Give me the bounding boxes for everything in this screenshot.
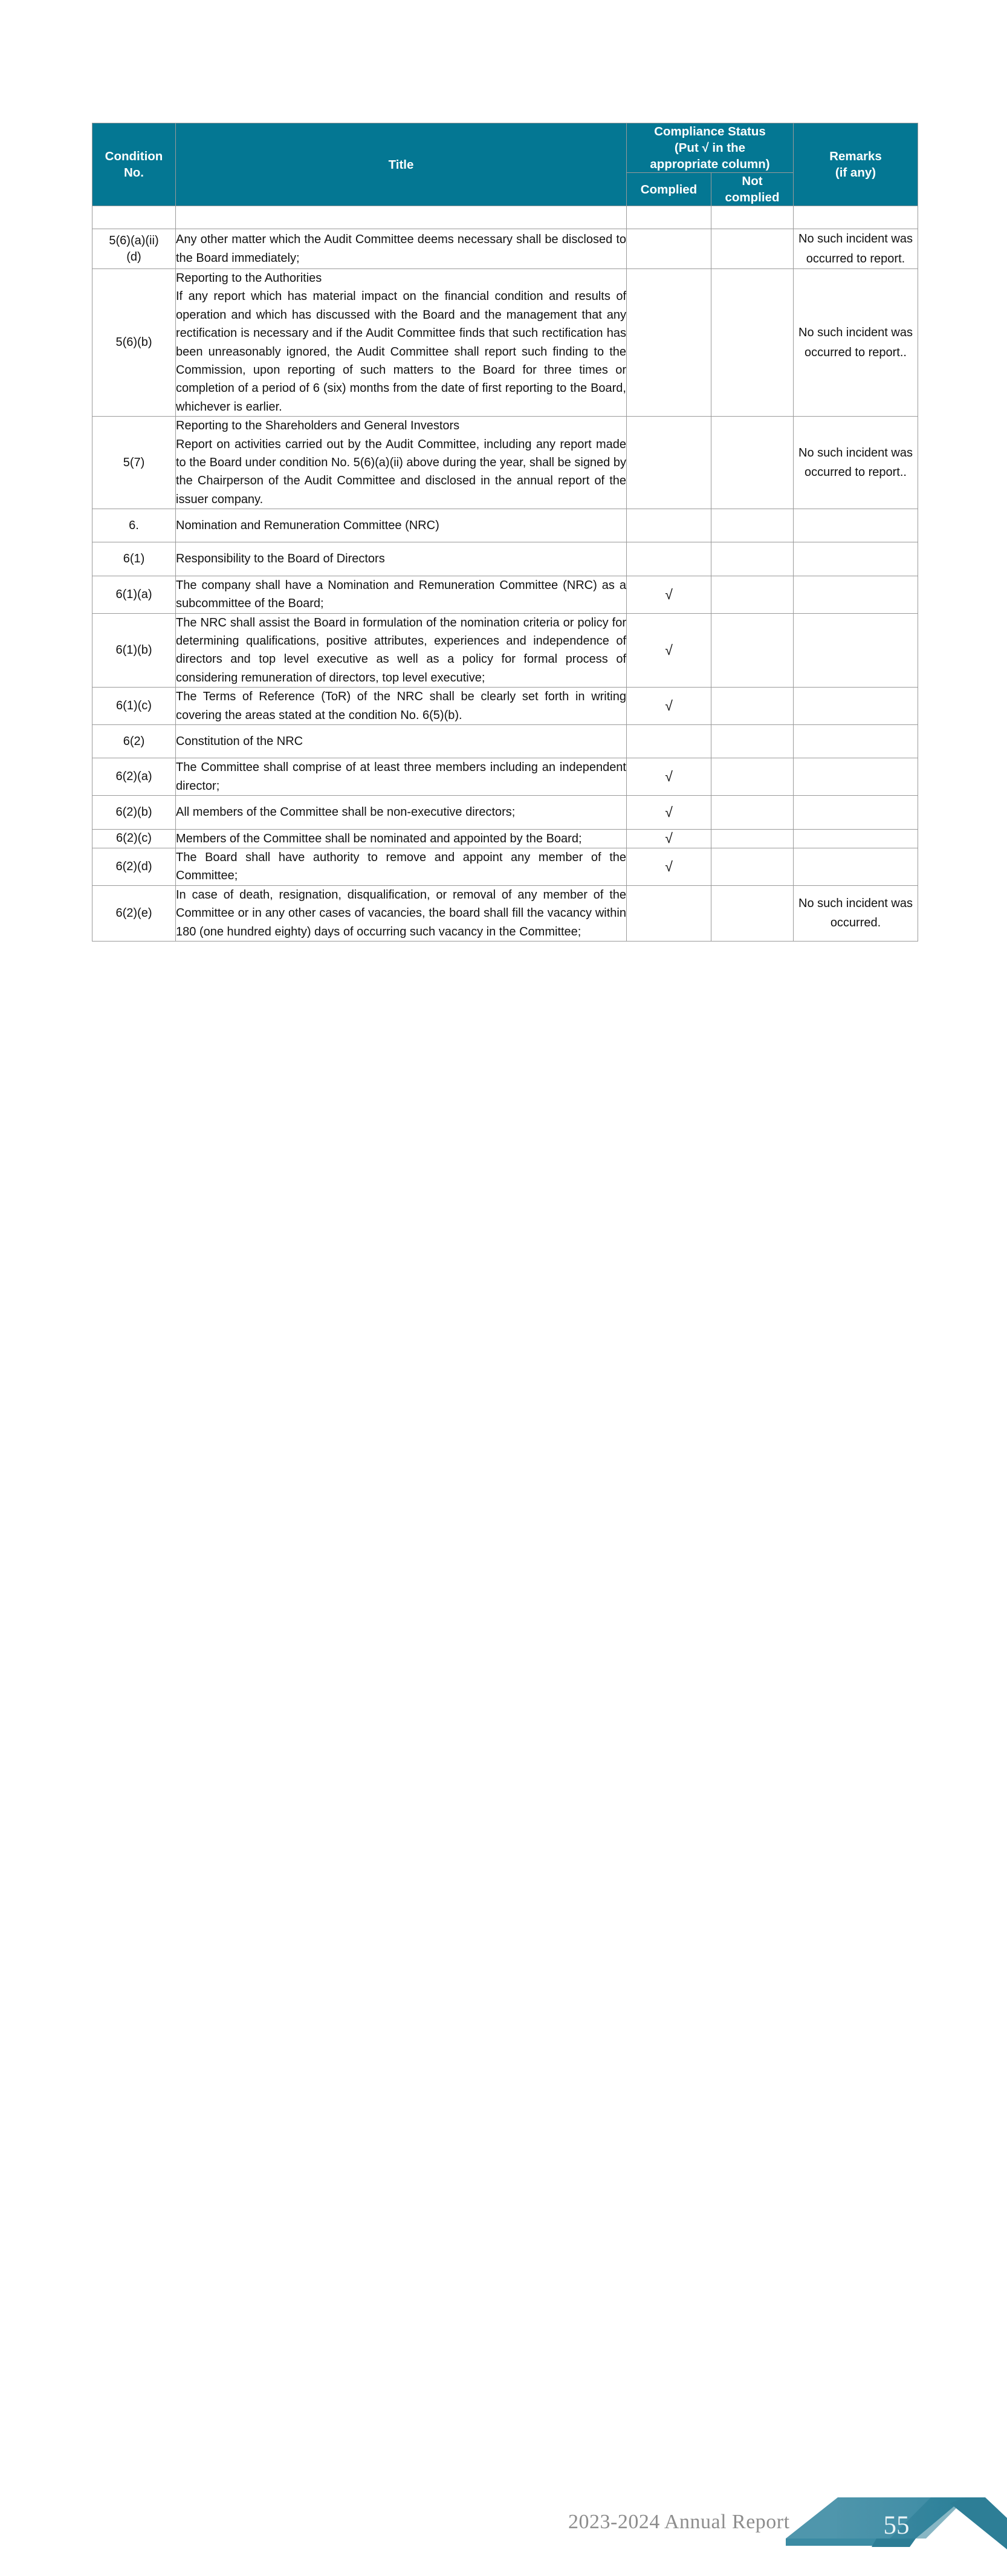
cell-remarks <box>794 885 918 941</box>
condition-no-text: 5(6)(a)(ii) <box>109 233 159 247</box>
cell-complied <box>627 613 711 688</box>
condition-no-text: 6(2)(c) <box>116 831 152 845</box>
cell-complied <box>627 229 711 269</box>
cell-condition-no <box>92 417 176 509</box>
not-complied-line1: Not <box>742 174 763 189</box>
cell-not-complied <box>711 796 794 829</box>
cell-title <box>176 725 627 758</box>
title-body: Any other matter which the Audit Committee deems necessary shall be disclosed to the Board immediately; <box>176 233 626 265</box>
remarks-line2: (if any) <box>835 166 876 180</box>
cell-title <box>176 613 627 688</box>
cell-not-complied <box>711 542 794 576</box>
footer-report-label: 2023-2024 Annual Report <box>568 2511 790 2533</box>
cell-complied <box>627 542 711 576</box>
cell-complied <box>627 885 711 941</box>
cell-remarks <box>794 829 918 848</box>
cell-remarks <box>794 417 918 509</box>
column-header-condition-no <box>92 123 176 206</box>
column-header-complied: Complied <box>627 173 711 206</box>
cell-not-complied <box>711 509 794 542</box>
cell-condition-no <box>92 725 176 758</box>
cell-remarks <box>794 796 918 829</box>
remarks-text: No such incident was occurred. <box>798 896 913 930</box>
cell-complied <box>627 269 711 417</box>
complied-check-icon: √ <box>665 769 673 785</box>
cell-complied <box>627 688 711 725</box>
cell-title <box>176 848 627 885</box>
cell-not-complied <box>711 269 794 417</box>
cell-title <box>176 542 627 576</box>
cell-remarks <box>794 542 918 576</box>
table-row <box>92 542 918 576</box>
compliance-table-container <box>92 123 918 942</box>
title-body: Responsibility to the Board of Directors <box>176 552 385 566</box>
cell-complied <box>627 848 711 885</box>
cell-title <box>176 885 627 941</box>
title-body: If any report which has material impact on the financial condition and results of operation and which has discussed with the Board and the management that any rectification is necessary and if the Audit Committee finds that such rectification has been unreasonably ignored, the Audit Committee shall report such finding to the Commission, upon reporting of such matters to the Board for three times or completion of a period of 6 (six) months from the date of first reporting to the Board, whichever is earlier. <box>176 290 626 414</box>
table-row <box>92 725 918 758</box>
cell-complied <box>627 758 711 796</box>
cell-complied <box>627 829 711 848</box>
remarks-text: No such incident was occurred to report.. <box>798 326 913 359</box>
cell-remarks <box>794 725 918 758</box>
cell-complied <box>627 417 711 509</box>
cell-complied <box>627 725 711 758</box>
table-row <box>92 796 918 829</box>
cell-remarks <box>794 613 918 688</box>
cell-not-complied <box>711 229 794 269</box>
condition-no-line1: Condition <box>105 149 163 164</box>
condition-no-text: 6(2)(b) <box>115 805 152 819</box>
complied-check-icon: √ <box>665 830 673 847</box>
condition-no-text: 6(2)(e) <box>115 906 152 920</box>
column-header-title: Title <box>176 123 627 206</box>
table-row <box>92 509 918 542</box>
table-row <box>92 576 918 613</box>
cell-remarks <box>794 688 918 725</box>
cell-not-complied <box>711 725 794 758</box>
title-body: All members of the Committee shall be non-executive directors; <box>176 805 516 819</box>
title-body: Constitution of the NRC <box>176 735 303 748</box>
cell-condition-no <box>92 885 176 941</box>
cell-title <box>176 229 627 269</box>
table-row <box>92 758 918 796</box>
cell-condition-no <box>92 688 176 725</box>
table-row <box>92 885 918 941</box>
cell-not-complied <box>711 417 794 509</box>
title-body: The Terms of Reference (ToR) of the NRC shall be clearly set forth in writing covering the areas stated at the condition No. 6(5)(b). <box>176 690 626 722</box>
condition-no-text: 6(1)(a) <box>115 587 152 601</box>
cell-complied <box>627 509 711 542</box>
page-number: 55 <box>883 2511 910 2540</box>
cell-not-complied <box>711 758 794 796</box>
cell-remarks <box>794 269 918 417</box>
cell-condition-no <box>92 542 176 576</box>
condition-no-text: 5(7) <box>123 455 145 469</box>
table-spacer-row <box>92 206 918 229</box>
condition-no-line2: No. <box>123 166 144 180</box>
cell-title <box>176 269 627 417</box>
cell-not-complied <box>711 613 794 688</box>
column-header-not-complied <box>711 173 794 206</box>
remarks-line1: Remarks <box>829 149 882 164</box>
title-body: The Board shall have authority to remove and appoint any member of the Committee; <box>176 850 626 883</box>
cell-condition-no <box>92 613 176 688</box>
complied-check-icon: √ <box>665 858 673 874</box>
cell-not-complied <box>711 829 794 848</box>
cell-condition-no <box>92 796 176 829</box>
table-row <box>92 417 918 509</box>
cell-condition-no <box>92 509 176 542</box>
title-body: Members of the Committee shall be nominated and appointed by the Board; <box>176 831 582 845</box>
cell-not-complied <box>711 885 794 941</box>
spacer-cell-title <box>176 206 627 229</box>
condition-no-text: 6(2) <box>123 734 145 748</box>
title-body: Report on activities carried out by the Audit Committee, including any report made to the Board under condition No. 5(6)(a)(ii) above during the year, shall be signed by the Chairperson of the Audit Committee and disclosed in the annual report of the issuer company. <box>176 437 626 506</box>
condition-no-text: 6(1)(c) <box>116 699 152 713</box>
cell-not-complied <box>711 848 794 885</box>
compliance-status-line1: Compliance Status <box>654 125 766 138</box>
complied-check-icon: √ <box>665 804 673 820</box>
complied-check-icon: √ <box>665 586 673 602</box>
cell-condition-no <box>92 829 176 848</box>
spacer-cell-not-complied <box>711 206 794 229</box>
title-lead: Reporting to the Authorities <box>176 272 322 285</box>
cell-remarks <box>794 576 918 613</box>
condition-no-text-line2: (d) <box>126 250 141 264</box>
title-body: The NRC shall assist the Board in formulation of the nomination criteria or policy for determining qualifications, positive attributes, experiences and independence of directors and top level executive as well as a policy for formal process of considering remuneration of directors, top level executive; <box>176 616 626 685</box>
table-row <box>92 688 918 725</box>
cell-not-complied <box>711 576 794 613</box>
cell-condition-no <box>92 229 176 269</box>
table-row <box>92 848 918 885</box>
cell-condition-no <box>92 848 176 885</box>
compliance-table <box>92 123 918 942</box>
spacer-cell-remarks <box>794 206 918 229</box>
spacer-cell-complied <box>627 206 711 229</box>
title-lead: Reporting to the Shareholders and General Investors <box>176 419 460 433</box>
condition-no-text: 6(1) <box>123 552 145 566</box>
condition-no-text: 6(2)(a) <box>115 770 152 784</box>
remarks-text: No such incident was occurred to report.. <box>798 446 913 480</box>
cell-remarks <box>794 758 918 796</box>
cell-condition-no <box>92 758 176 796</box>
compliance-status-line3: appropriate column) <box>650 157 770 172</box>
column-header-remarks <box>794 123 918 206</box>
complied-check-icon: √ <box>665 698 673 714</box>
spacer-cell-condition <box>92 206 176 229</box>
table-row <box>92 229 918 269</box>
condition-no-text: 6(2)(d) <box>115 859 152 873</box>
condition-no-text: 6(1)(b) <box>115 643 152 657</box>
table-header-row-1 <box>92 123 918 173</box>
compliance-status-line2: (Put √ in the <box>674 141 746 155</box>
cell-complied <box>627 576 711 613</box>
cell-condition-no <box>92 269 176 417</box>
cell-title <box>176 796 627 829</box>
not-complied-line2: complied <box>725 190 780 205</box>
table-header <box>92 123 918 206</box>
cell-title <box>176 509 627 542</box>
cell-complied <box>627 796 711 829</box>
remarks-text: No such incident was occurred to report. <box>798 232 913 265</box>
condition-no-text: 6. <box>129 518 139 532</box>
condition-no-text: 5(6)(b) <box>115 336 152 350</box>
table-row <box>92 829 918 848</box>
table-body <box>92 206 918 942</box>
table-row <box>92 269 918 417</box>
title-body: The Committee shall comprise of at least three members including an independent director; <box>176 761 626 793</box>
cell-title <box>176 688 627 725</box>
table-row <box>92 613 918 688</box>
cell-title <box>176 829 627 848</box>
page-footer <box>0 1246 1007 2540</box>
title-body: In case of death, resignation, disqualification, or removal of any member of the Committee or in any other cases of vacancies, the board shall fill the vacancy within 180 (one hundred eighty) days of occurring such vacancy in the Committee; <box>176 888 626 938</box>
cell-remarks <box>794 509 918 542</box>
cell-condition-no <box>92 576 176 613</box>
title-body: Nomination and Remuneration Committee (NRC) <box>176 519 439 533</box>
title-body: The company shall have a Nomination and Remuneration Committee (NRC) as a subcommittee of the Board; <box>176 578 626 611</box>
cell-title <box>176 576 627 613</box>
cell-remarks <box>794 229 918 269</box>
cell-remarks <box>794 848 918 885</box>
cell-title <box>176 758 627 796</box>
column-header-compliance-status <box>627 123 794 173</box>
cell-title <box>176 417 627 509</box>
cell-not-complied <box>711 688 794 725</box>
complied-check-icon: √ <box>665 642 673 658</box>
